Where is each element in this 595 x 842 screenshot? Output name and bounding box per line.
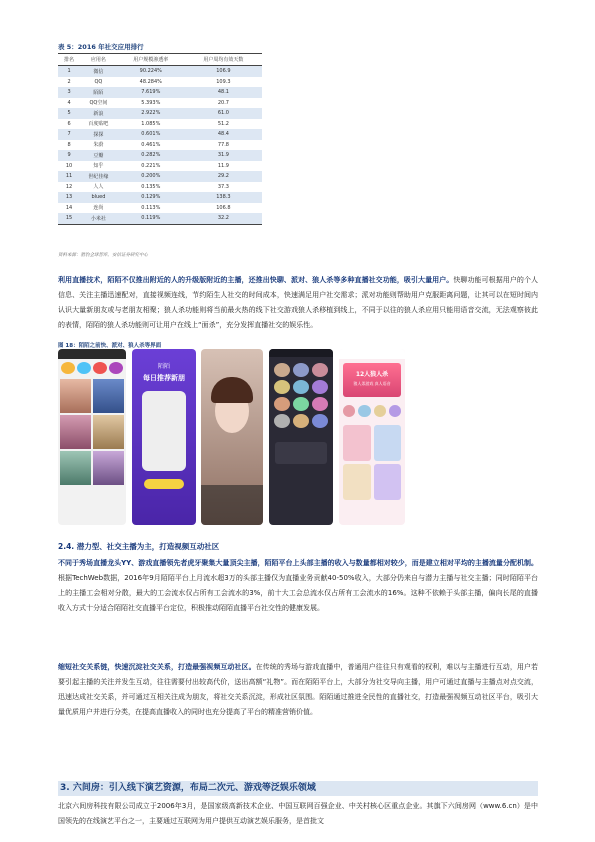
paragraph-body: 在传统的秀场与游戏直播中，普通用户往往只有观看的权利，难以与主播进行互动，用户若要引起主播的关注并发生互动，往往需要付出较高代价，送出高额“礼物”。而在陌陌平台上，大部分为社交导向主播，用户可通过直播与主播点对点交流，迅速达成社交关系，并可通过互相关注成为朋友，将社交关系沉淀，形成社区氛围。陌陌通过推进全民性的直播社交，打造最强视频互动社区平台，吸引大量优质用户并进行分类，在提高直播收入的同时也充分提高了平台的精准营销价值。 [58, 663, 538, 716]
table-cell: 15 [58, 213, 80, 224]
banner-text: 陌陌 [157, 363, 170, 370]
table-cell: 3 [58, 87, 80, 98]
table-row [58, 203, 262, 214]
table-row [58, 171, 262, 182]
phone-screenshot-live-grid [58, 349, 126, 525]
table-cell: 9 [58, 150, 80, 161]
table-cell: 知乎 [93, 163, 104, 170]
table-cell: 0.200% [117, 171, 185, 182]
section-heading-2-4: 2.4. 潜力型、社交主播为主，打造视频互动社区 [58, 542, 220, 551]
table-row [58, 213, 262, 224]
lobby-text: 狼人杀游戏 真人语音 [353, 381, 391, 386]
section-heading-3: 3. 六间房：引入线下演艺资源，布局二次元、游戏等泛娱乐领域 [58, 781, 538, 796]
table-cell: 106.9 [185, 66, 262, 77]
table-cell: 2.922% [117, 108, 185, 119]
col-header: 排名 [58, 54, 80, 66]
table-cell: 0.282% [117, 150, 185, 161]
table-cell: 世纪佳缘 [80, 171, 117, 182]
table-cell: 29.2 [185, 171, 262, 182]
table-title: 表 5：2016 年社交应用排行 [58, 43, 144, 51]
paragraph-6cn-intro: 北京六间房科技有限公司成立于2006年3月，是国家级高新技术企业、中国互联网百强企业、中关村核心区重点企业。其旗下六间房网（www.6.cn）是中国领先的在线演艺平台之一，主要通过互联网为用户提供互动演艺娱乐服务，是首批文 [58, 802, 538, 825]
table-row [58, 140, 262, 151]
col-header: 应用名 [80, 54, 117, 66]
table-row [58, 87, 262, 98]
table-cell: 32.2 [185, 213, 262, 224]
table-cell: 1 [58, 66, 80, 77]
table-cell: 11.9 [217, 162, 229, 169]
table-cell: 77.8 [217, 141, 229, 148]
paragraph-body: 快聊功能可根据用户的个人信息、关注主播迅速配对，直接视频连线，节约陌生人社交的时间成本，快速满足用户社交需求；派对功能则帮助用户克服距离问题，让其可以在短时间内认识大量新朋友或与老朋友相聚；狼人杀功能则将当前最火热的线下社交游戏狼人杀移植到线上，不同于以往的狼人杀应用只能用语音交流，无法观察彼此的表情，陌陌的狼人杀功能则可让用户在线上“面杀”，充分发挥直播社交的娱乐性。 [58, 276, 539, 329]
table-cell: 13 [58, 192, 80, 203]
figure-title: 图 18：陌陌之前快、派对、狼人杀等界面 [58, 343, 162, 349]
table-cell: 1.085% [141, 120, 161, 127]
social-app-ranking-table [58, 53, 262, 225]
paragraph-video-community [58, 660, 538, 720]
table-cell: 90.224% [117, 66, 185, 77]
table-cell: 7 [58, 129, 80, 140]
table-cell: 51.2 [217, 120, 229, 127]
col-header: 用户规模渗透率 [117, 54, 185, 66]
table-cell: 61.0 [185, 108, 262, 119]
table-row [58, 66, 262, 77]
paragraph-lead: 利用直播技术，陌陌不仅推出附近的人的升级版附近的主播，还推出快聊、派对、狼人杀等多种直播社交功能，吸引大量用户。 [58, 276, 454, 284]
table-cell: 探探 [80, 129, 117, 140]
table-cell: 48.284% [139, 78, 162, 85]
table-cell: 12 [65, 183, 73, 190]
paragraph-lead: 缩短社交关系链，快速沉淀社交关系，打造最强视频互动社区。 [58, 663, 256, 671]
table-cell: 5 [58, 108, 80, 119]
table-cell: 朱蔚 [93, 142, 104, 149]
banner-subtext: 每日推荐新朋 [143, 374, 185, 382]
table-cell: 0.119% [117, 213, 185, 224]
paragraph-lead: 不同于秀场直播龙头YY、游戏直播领先者虎牙聚集大量顶尖主播，陌陌平台上头部主播的收入与数量都相对较少，而是建立相对平均的主播流量分配机制。 [58, 559, 538, 567]
table-cell: 2 [67, 78, 71, 85]
table-cell: 48.4 [185, 129, 262, 140]
table-cell: 14 [65, 204, 73, 211]
table-cell: 0.129% [117, 192, 185, 203]
table-cell: 8 [67, 141, 71, 148]
table-row [58, 77, 262, 88]
paragraph-streamer-distribution [58, 556, 538, 616]
table-cell: 豆瓣 [80, 150, 117, 161]
col-header: 用户周均有效天数 [185, 54, 262, 66]
table-cell: 10 [65, 162, 73, 169]
table-row [58, 98, 262, 109]
table-cell: 37.3 [217, 183, 229, 190]
paragraph-momo-features [58, 273, 538, 333]
table-cell: 31.9 [185, 150, 262, 161]
table-row [58, 161, 262, 172]
table-cell: 20.7 [217, 99, 229, 106]
table-cell: 109.3 [216, 78, 231, 85]
table-cell: 新浪 [80, 108, 117, 119]
table-row [58, 108, 262, 119]
table-cell: 0.601% [117, 129, 185, 140]
phone-screenshot-quick-chat [132, 349, 196, 525]
table-cell: 5.393% [141, 99, 161, 106]
phone-screenshot-live-portrait [201, 349, 263, 525]
figure-screenshots [58, 349, 404, 525]
table-cell: blued [80, 192, 117, 203]
table-row [58, 150, 262, 161]
table-cell: 0.461% [141, 141, 161, 148]
table-row [58, 192, 262, 203]
phone-screenshot-werewolf-lobby [339, 349, 405, 525]
table-cell: 106.8 [216, 204, 231, 211]
table-cell: 百度贴吧 [88, 121, 109, 128]
table-row [58, 129, 262, 140]
table-cell: 48.1 [185, 87, 262, 98]
table-cell: 138.3 [185, 192, 262, 203]
table-cell: 0.135% [141, 183, 161, 190]
lobby-badge: 12人狼人杀 [355, 371, 389, 378]
table-cell: 陌陌 [80, 87, 117, 98]
table-header-row [58, 54, 262, 66]
table-cell: 7.619% [117, 87, 185, 98]
table-cell: QQ空间 [89, 100, 108, 107]
table-cell: 11 [58, 171, 80, 182]
table-cell: 人人 [93, 184, 104, 191]
paragraph-body: 根据TechWeb数据，2016年9月陌陌平台上月流水超3万的头部主播仅为直播业务贡献40-50%收入，大部分仍来自与潜力主播与社交主播；同时陌陌平台上的主播工会相对分散，最大的工会流水仅占所有工会流水的3%，前十大工会总流水仅占所有工会流水的16%。这种不依赖于头部主播，偏向长尾的直播收入方式十分适合陌陌社交直播平台定位，积极推动陌陌直播平台社交性的健康发展。 [58, 574, 538, 612]
table-row [58, 119, 262, 130]
table-cell: 4 [67, 99, 71, 106]
table-cell: 0.221% [141, 162, 161, 169]
phone-screenshot-werewolf [269, 349, 333, 525]
table-source: 资料来源：猎豹全球智库，安信证券研究中心 [58, 253, 148, 258]
table-cell: 0.113% [141, 204, 161, 211]
table-row [58, 182, 262, 193]
table-cell: 微信 [80, 66, 117, 77]
table-cell: 连尚 [93, 205, 104, 212]
table-cell: QQ [94, 78, 103, 85]
table-cell: 小米社 [80, 213, 117, 224]
table-cell: 6 [67, 120, 71, 127]
